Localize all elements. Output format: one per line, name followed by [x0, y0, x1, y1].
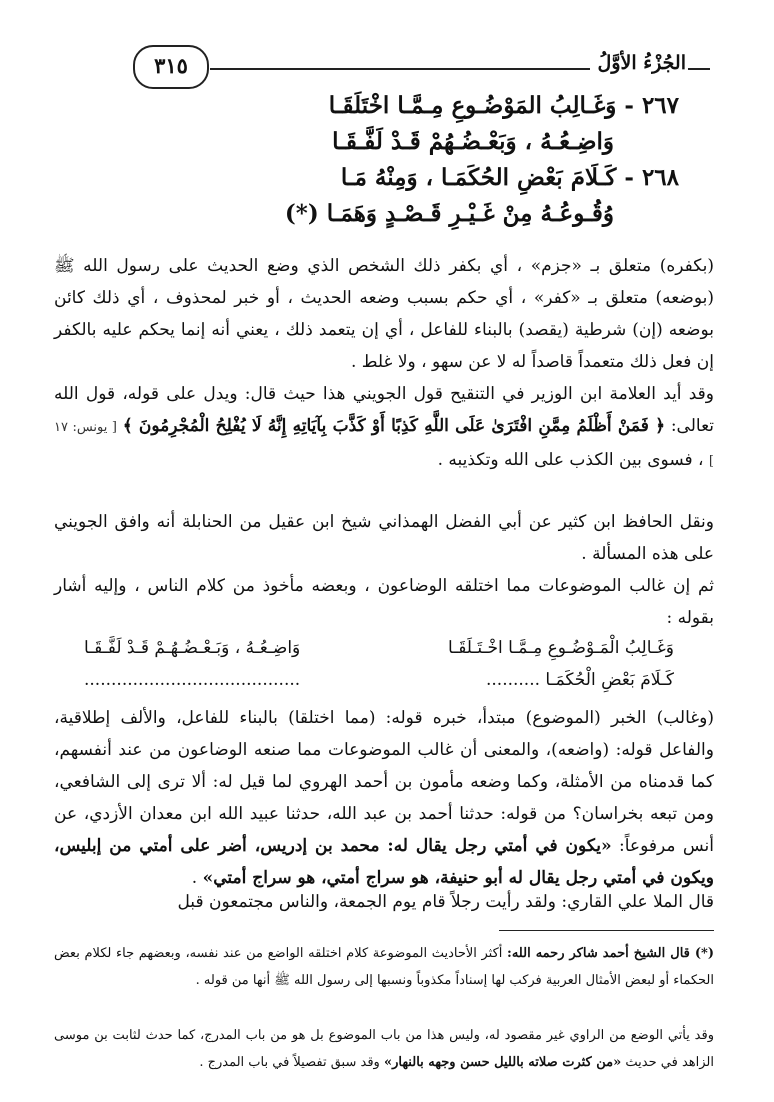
paragraph-text: (وغالب) الخبر (الموضوع) مبتدأ، خبره قوله: (مما اختلقا) بالبناء للفاعل، والألف إطلاقية، والفاعل قوله: (واضعه)، والمعنى أن غالب الموضوعات مما صنعه الوضاعون من عند أنفسهم، كما قدمناه من الأمثلة، وكما وضعه مأمون بن أحمد الهروي لما قيل له: ألا ترى إلى الشافعي، ومن تبعه بخراسان؟ من قوله: حدثنا أحمد بن عبد الله، حدثنا عبيد الله ابن معدان الأزدي، عن أنس مرفوعاً: — [54, 708, 715, 856]
quran-reference: [ يونس: ١٧ ] — [54, 420, 714, 469]
header-rule — [688, 68, 710, 70]
footnote-text: أكثر الأحاديث الموضوعة كلام اختلقه الواضع من عند نفسه، وبعضهم جاء لكلام بعض الحكماء أو لبعض الأمثال العربية فركب لها إسناداً مكذوباً ونسبها إلى رسول الله ﷺ أنها من قوله . — [54, 946, 714, 988]
poem-hemistich: وَاضِـعُـهُ ، وَبَـعْـضُـهُـمْ قَـدْ لَفَّـقَـا — [84, 638, 301, 658]
paragraph-text: . — [191, 868, 198, 888]
verse-line: ٢٦٨ - كَـلَامَ بَعْضِ الحُكَمَـا ، وَمِنْهُ مَـا — [340, 164, 679, 191]
running-header — [95, 42, 710, 86]
header-rule — [210, 68, 590, 70]
footnote-hadith: «من كثرت صلاته بالليل حسن وجهه بالنهار» — [383, 1055, 622, 1070]
paragraph-text: ، فسوى بين الكذب على الله وتكذيبه . — [437, 450, 704, 470]
commentary-paragraph: ونقل الحافظ ابن كثير عن أبي الفضل الهمذاني شيخ ابن عقيل من الحنابلة أنه وافق الجويني على هذه المسألة . — [54, 512, 714, 564]
commentary-paragraph: قال الملا علي القاري: ولقد رأيت رجلاً قام يوم الجمعة، والناس مجتمعون قبل — [177, 892, 714, 912]
footnote-separator — [499, 930, 714, 931]
hadith-quote: «يكون في أمتي رجل يقال له: محمد بن إدريس، أضر على أمتي من إبليس، ويكون في أمتي رجل يقال له أبو حنيفة، هو سراج أمتي، هو سراج أمتي» — [54, 836, 714, 888]
poem-hemistich: وَغَـالِبُ الْمَـوْضُـوعِ مِـمَّـا اخْـتَـلَقَـا — [448, 638, 674, 658]
poem-hemistich: ........................................ — [84, 670, 301, 690]
verse-line: وُقُـوعُـهُ مِنْ غَـيْـرِ قَـصْـدٍ وَهَمَـا (*) — [284, 200, 614, 227]
footnote-lead: (*) قال الشيخ أحمد شاكر رحمه الله: — [507, 946, 714, 961]
verse-line: وَاضِـعُـهُ ، وَبَعْـضُـهُمْ قَـدْ لَفَّـقَـا — [332, 128, 614, 155]
quran-verse: ﴿ فَمَنْ أَظْلَمُ مِمَّنِ افْتَرَىٰ عَلَى اللَّهِ كَذِبًا أَوْ كَذَّبَ بِآيَاتِهِ إِنَّهُ لَا يُفْلِحُ الْمُجْرِمُونَ ﴾ — [122, 416, 666, 436]
header-title: الجُزْءُ الأوَّلُ — [597, 52, 686, 74]
poem-hemistich: كَـلَامَ بَعْضِ الْحُكَمَـا .......... — [485, 670, 674, 690]
footnote — [54, 1022, 714, 1076]
commentary-paragraph — [54, 702, 714, 894]
verse-line: ٢٦٧ - وَغَـالِبُ المَوْضُـوعِ مِـمَّـا اخْتَلَقَـا — [328, 92, 679, 119]
page-number: ٣١٥ — [133, 45, 209, 89]
commentary-paragraph: (بكفره) متعلق بـ «جزم» ، أي بكفر ذلك الشخص الذي وضع الحديث على رسول الله ﷺ (بوضعه) متعلق بـ «كفر» ، أي حكم بسبب وضعه الحديث ، أو خبر لمحذوف ، أي ذلك كائن بوضعه (إن) شرطية (يقصد) بالبناء للفاعل ، أي إن يتعمد ذلك ، يعني أنه إنما يحكم عليه بالكفر إن فعل ذلك متعمداً قاصداً له لا عن سهو ، ولا غلط . — [54, 256, 714, 372]
footnote-text: وقد سبق تفصيلاً في باب المدرج . — [199, 1055, 380, 1070]
commentary-paragraph: ثم إن غالب الموضوعات مما اختلقه الوضاعون ، وبعضه مأخوذ من كلام الناس ، وإليه أشار بقوله : — [54, 576, 714, 628]
footnote — [54, 940, 714, 994]
commentary-paragraph — [54, 378, 714, 478]
paragraph-text: وقد أيد العلامة ابن الوزير في التنقيح قول الجويني هذا حيث قال: ويدل على قوله، قول الله تعالى: — [54, 384, 715, 436]
poem-line — [84, 638, 674, 664]
footnote-text: وقد يأتي الوضع من الراوي غير مقصود له، وليس هذا من باب الموضوع بل هو من باب المدرج، كما حدث لثابت بن موسى الزاهد في حديث — [54, 1028, 714, 1070]
poem-line — [84, 670, 674, 696]
